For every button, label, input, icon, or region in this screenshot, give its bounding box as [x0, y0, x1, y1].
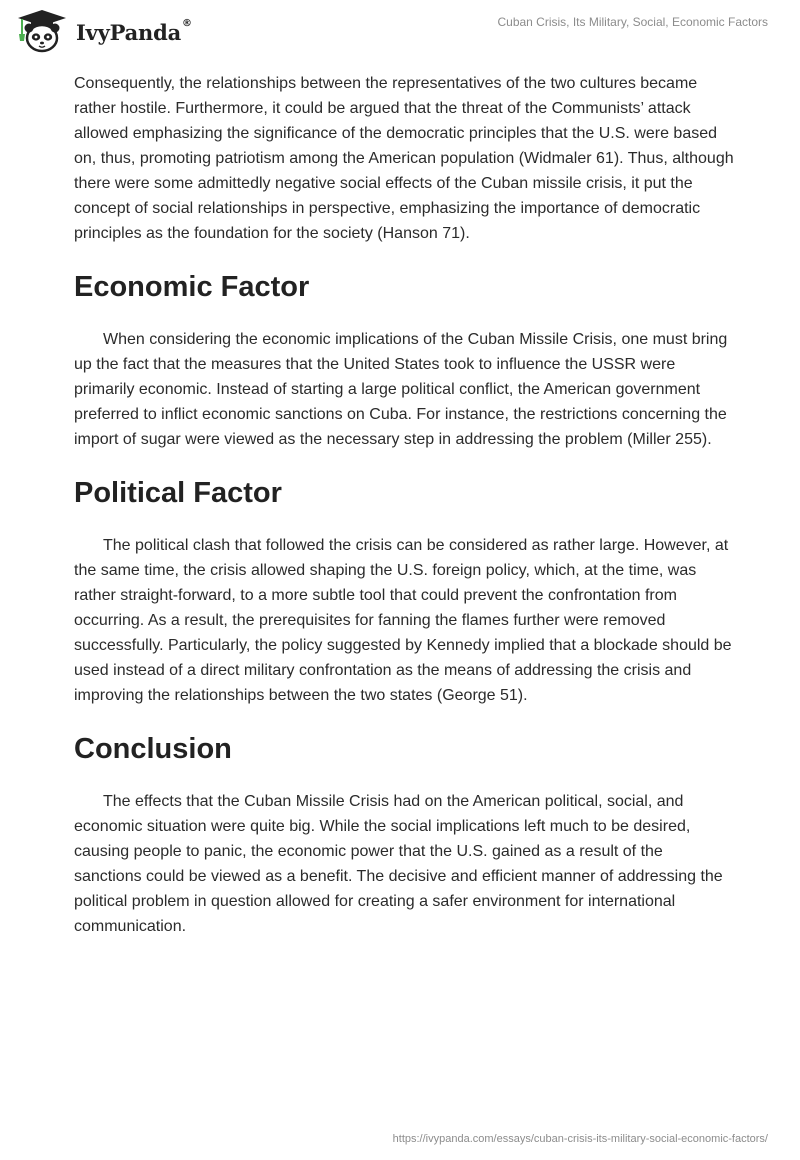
heading-economic-factor: Economic Factor — [74, 271, 310, 303]
brand-logo[interactable] — [14, 8, 192, 54]
paragraph-political-factor: The political clash that followed the crisis can be considered as rather large. However, at the same time, the crisis allowed shaping the U.S. foreign policy, which, at the time, was rather straight-forward, to a more subtle tool that could prevent the confrontation from occurring. As a result, the prerequisites for fanning the flames further were removed successfully. Particularly, the policy suggested by Kennedy implied that a blockade should be used instead of a direct military confrontation as the means of addressing the crisis and improving the relationships between the two states (George 51). — [74, 537, 732, 704]
document-title: Cuban Crisis, Its Military, Social, Economic Factors — [497, 15, 768, 29]
registered-mark: ® — [182, 17, 192, 29]
essay-body — [74, 71, 734, 939]
heading-conclusion: Conclusion — [74, 733, 232, 765]
brand-name: IvyPanda® — [76, 17, 192, 45]
intro-paragraph: Consequently, the relationships between the representatives of the two cultures became rather hostile. Furthermore, it could be argued that the threat of the Communists’ attack allowed emphasizing the significance of the democratic principles that the U.S. were based on, thus, promoting patriotism among the American population (Widmaler 61). Thus, although there were some admittedly negative social effects of the Cuban missile crisis, it put the concept of social relationships in perspective, emphasizing the importance of democratic principles as the foundation for the society (Hanson 71). — [74, 75, 734, 242]
paragraph-conclusion: The effects that the Cuban Missile Crisis had on the American political, social, and economic situation were quite big. While the social implications left much to be desired, causing people to panic, the economic power that the U.S. gained as a result of the sanctions could be viewed as a benefit. The decisive and efficient manner of addressing the political problem in question allowed for creating a safer environment for international communication. — [74, 793, 723, 935]
heading-political-factor: Political Factor — [74, 477, 282, 509]
panda-graduate-icon — [14, 8, 70, 54]
paragraph-economic-factor: When considering the economic implications of the Cuban Missile Crisis, one must bring up the fact that the measures that the United States took to influence the USSR were primarily economic. Instead of starting a large political conflict, the American government preferred to inflict economic sanctions on Cuba. For instance, the restrictions concerning the import of sugar were viewed as the necessary step in addressing the problem (Miller 255). — [74, 331, 728, 448]
source-url-link[interactable]: https://ivypanda.com/essays/cuban-crisis-its-military-social-economic-factors/ — [392, 1133, 768, 1145]
page-header — [0, 0, 800, 60]
